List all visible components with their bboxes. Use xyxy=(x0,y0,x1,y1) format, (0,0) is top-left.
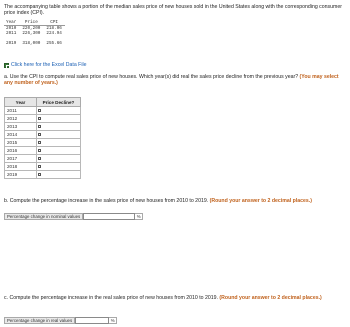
price-decline-checkbox[interactable] xyxy=(38,141,41,144)
cell-cpi: 224.94 xyxy=(46,31,62,36)
header-year: Year xyxy=(4,20,19,26)
table-row xyxy=(5,155,81,163)
grid-year: 2017 xyxy=(5,155,37,163)
grid-header-year: Year xyxy=(5,98,37,107)
table-row xyxy=(5,139,81,147)
table-row xyxy=(5,163,81,171)
table-row xyxy=(4,36,65,46)
nominal-change-label: Percentage change in nominal values xyxy=(4,213,83,220)
real-change-label: Percentage change in real values xyxy=(4,317,75,324)
grid-decline-cell xyxy=(37,147,81,155)
question-c-text: c. Compute the percentage increase in the real sales price of new houses from 2010 to 2019. xyxy=(4,295,220,301)
question-c-hint: (Round your answer to 2 decimal places.) xyxy=(219,295,322,301)
excel-link-label: Click here for the Excel Data File xyxy=(11,62,87,68)
table-row xyxy=(5,115,81,123)
price-decline-checkbox[interactable] xyxy=(38,165,41,168)
header-cpi: CPI xyxy=(43,20,64,26)
grid-year: 2016 xyxy=(5,147,37,155)
question-a-hint: (You may select any number of years.) xyxy=(4,74,339,87)
table-row xyxy=(5,171,81,179)
cell-cpi: 218.06 xyxy=(46,26,62,31)
excel-file-icon xyxy=(4,63,9,68)
grid-decline-cell xyxy=(37,123,81,131)
grid-header-decline: Price Decline? xyxy=(37,98,81,107)
intro-text: The accompanying table shows a portion of the median sales price of new houses sold in the United States along with the corresponding consumer price index (CPI). xyxy=(4,4,342,17)
percent-unit: % xyxy=(135,213,143,220)
grid-year: 2011 xyxy=(5,107,37,115)
price-decline-checkbox[interactable] xyxy=(38,109,41,112)
cell-cpi: 255.66 xyxy=(46,41,62,46)
grid-year: 2012 xyxy=(5,115,37,123)
table-row xyxy=(5,131,81,139)
grid-decline-cell xyxy=(37,107,81,115)
excel-data-link[interactable] xyxy=(4,62,87,68)
data-table xyxy=(4,20,65,46)
table-row xyxy=(5,123,81,131)
cell-price: 226,300 xyxy=(22,31,41,36)
table-row xyxy=(5,147,81,155)
grid-decline-cell xyxy=(37,115,81,123)
real-change-input[interactable] xyxy=(75,317,109,324)
grid-year: 2019 xyxy=(5,171,37,179)
price-decline-grid xyxy=(4,97,81,179)
grid-decline-cell xyxy=(37,131,81,139)
cell-price: 318,000 xyxy=(22,41,41,46)
price-decline-checkbox[interactable] xyxy=(38,157,41,160)
nominal-change-input[interactable] xyxy=(83,213,135,220)
question-b-text: b. Compute the percentage increase in the sales price of new houses from 2010 to 2019. xyxy=(4,198,210,204)
price-decline-checkbox[interactable] xyxy=(38,133,41,136)
cell-year: 2010 xyxy=(6,26,17,31)
grid-year: 2018 xyxy=(5,163,37,171)
header-price: Price xyxy=(19,20,43,26)
price-decline-checkbox[interactable] xyxy=(38,125,41,128)
grid-year: 2015 xyxy=(5,139,37,147)
grid-decline-cell xyxy=(37,155,81,163)
price-decline-checkbox[interactable] xyxy=(38,173,41,176)
price-decline-checkbox[interactable] xyxy=(38,149,41,152)
table-row xyxy=(5,107,81,115)
cell-price: 220,200 xyxy=(22,26,41,31)
percent-unit: % xyxy=(109,317,117,324)
cell-year: 2019 xyxy=(6,41,17,46)
grid-decline-cell xyxy=(37,163,81,171)
answer-row-nominal xyxy=(4,213,143,220)
table-row xyxy=(4,31,65,36)
grid-year: 2014 xyxy=(5,131,37,139)
answer-row-real xyxy=(4,317,117,324)
question-a-text: a. Use the CPI to compute real sales price of new houses. Which year(s) did real the sales price decline from the previous year? xyxy=(4,74,300,80)
question-b xyxy=(4,198,346,204)
cell-year: 2011 xyxy=(6,31,17,36)
question-c xyxy=(4,295,346,301)
question-a xyxy=(4,74,346,87)
grid-decline-cell xyxy=(37,139,81,147)
question-b-hint: (Round your answer to 2 decimal places.) xyxy=(209,198,312,204)
price-decline-checkbox[interactable] xyxy=(38,117,41,120)
grid-decline-cell xyxy=(37,171,81,179)
grid-year: 2013 xyxy=(5,123,37,131)
